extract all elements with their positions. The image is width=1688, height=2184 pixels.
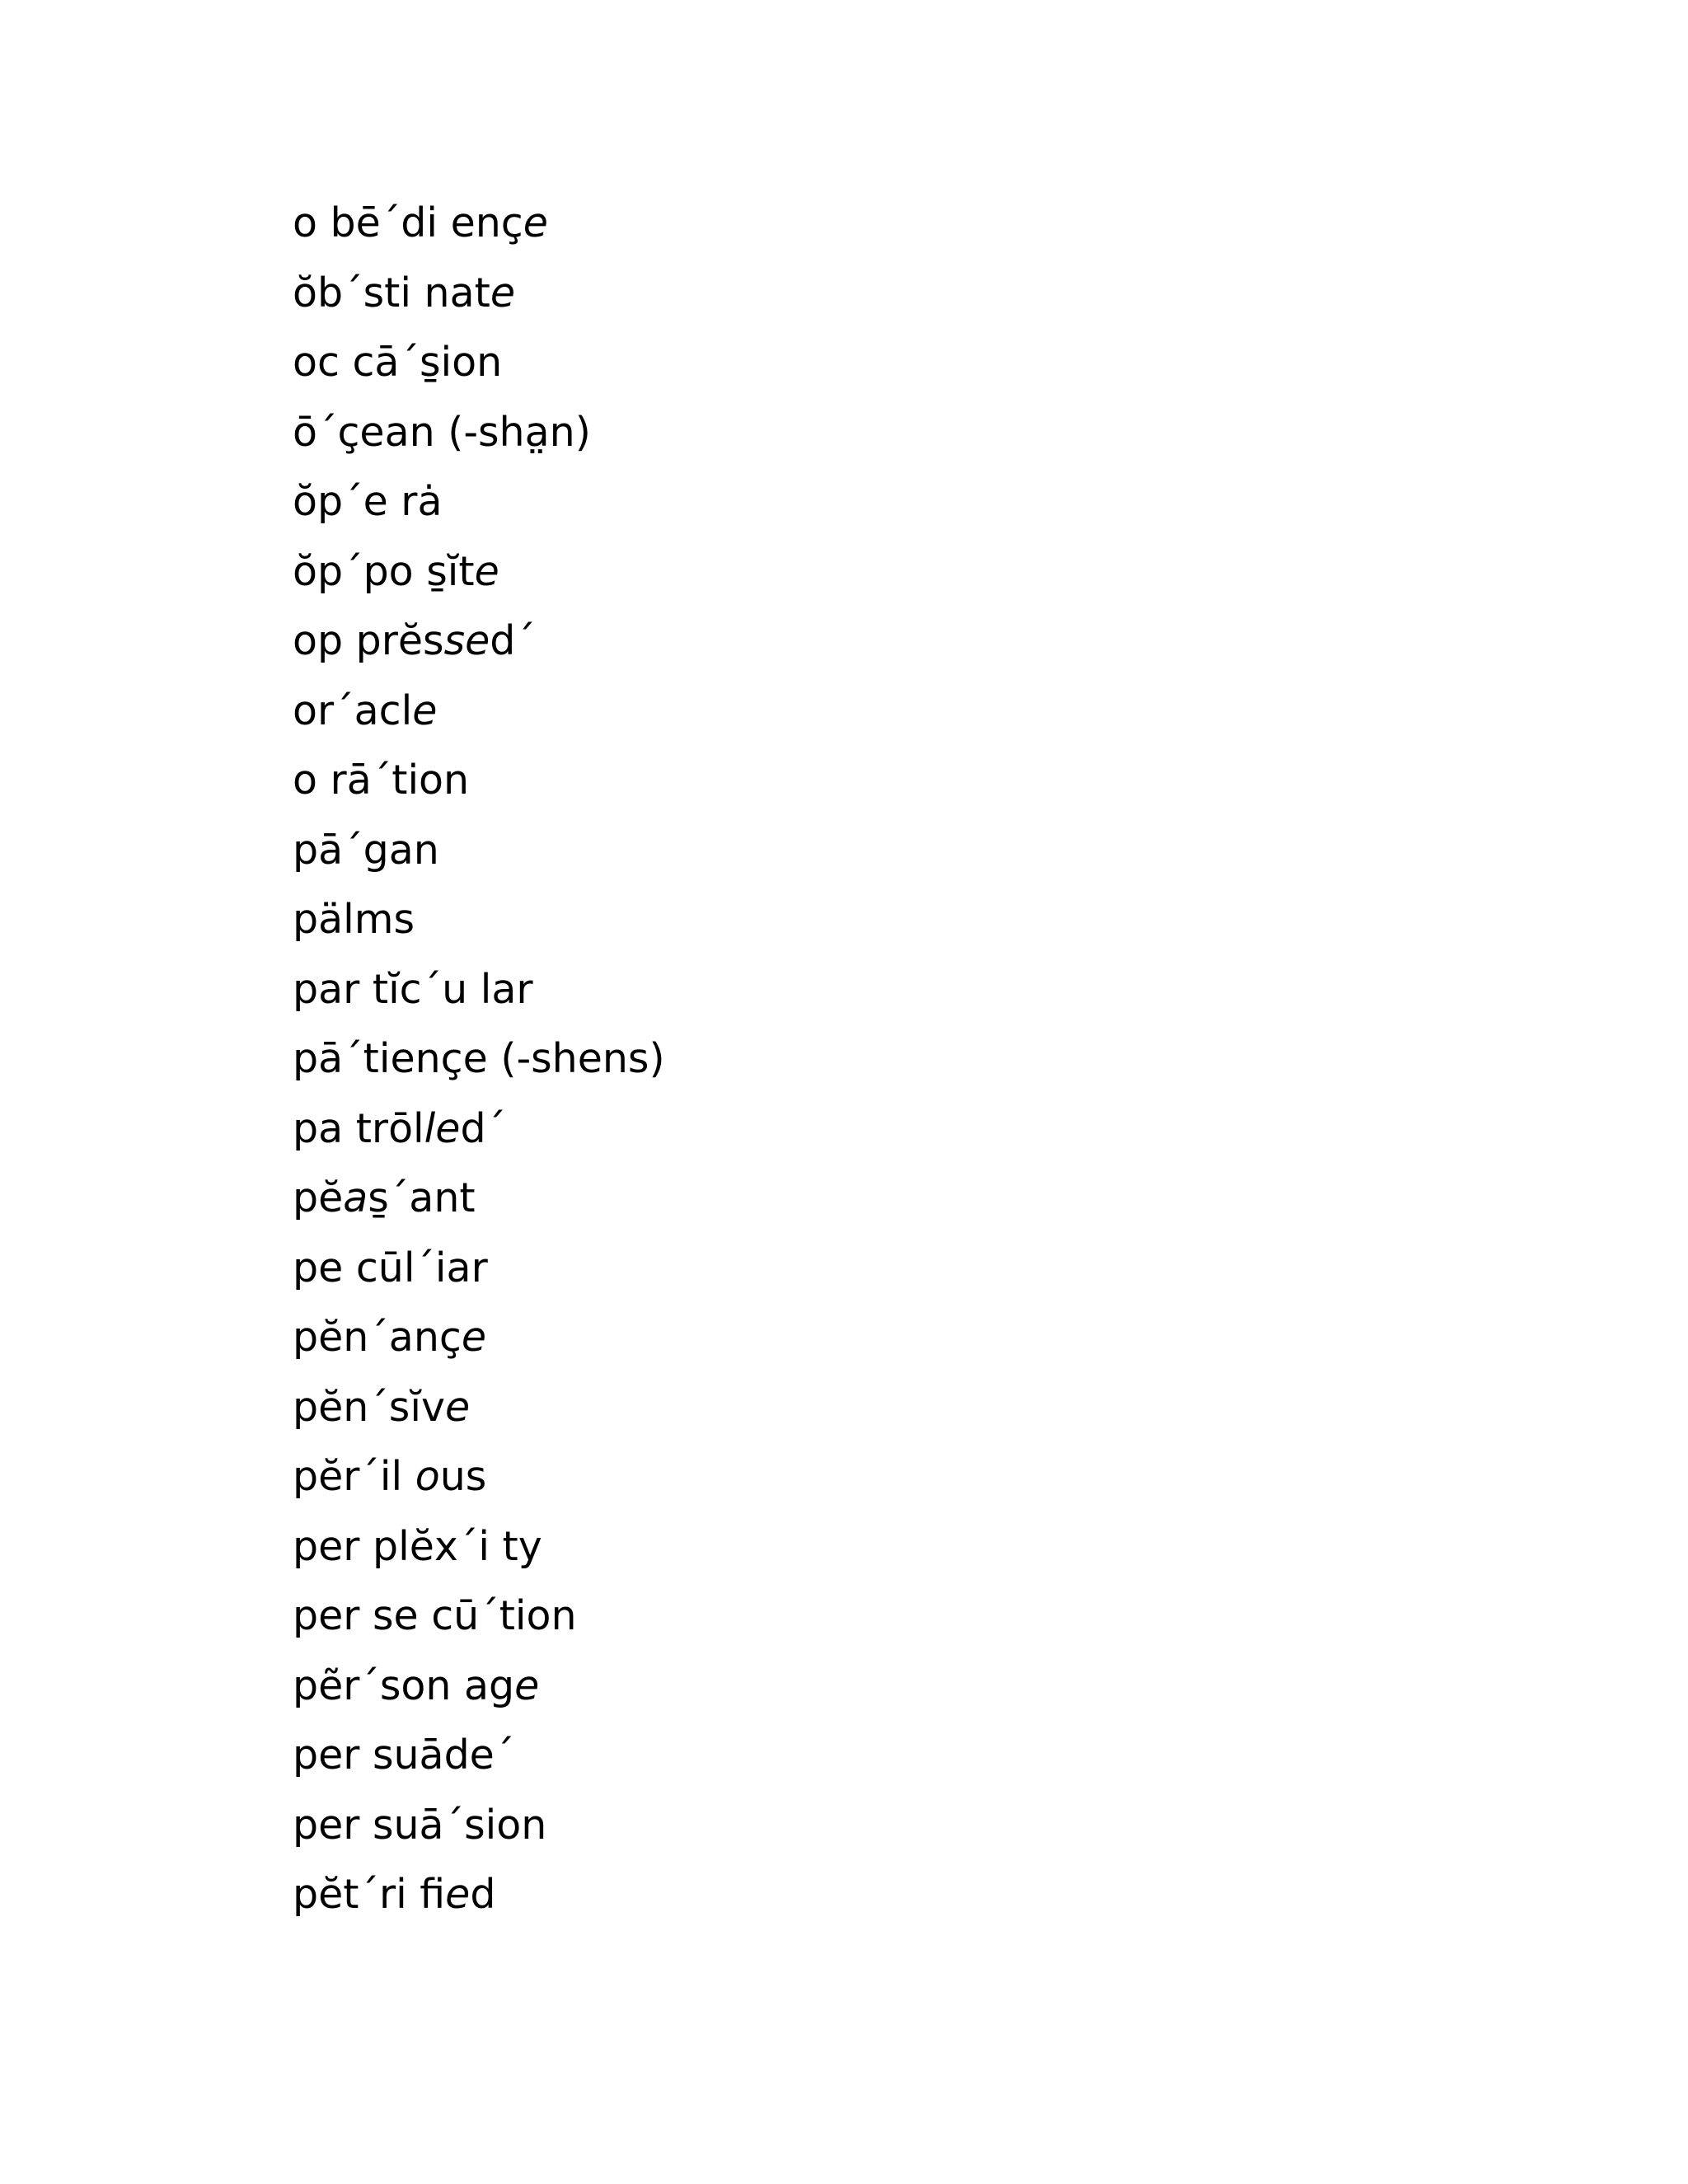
word-patrolled: [293, 1100, 665, 1170]
italic-segment: e: [474, 547, 499, 595]
italic-segment: se: [443, 617, 490, 664]
text-segment: pĕ: [293, 1174, 344, 1221]
word-oration: [293, 752, 665, 822]
text-segment: pälms: [293, 896, 415, 943]
italic-segment: e: [514, 1661, 540, 1709]
word-oracle: [293, 682, 665, 752]
text-segment: ŏb´sti nat: [293, 269, 490, 316]
text-segment: d´: [490, 617, 536, 664]
italic-segment: o: [415, 1453, 440, 1500]
word-palms: [293, 891, 665, 961]
text-segment: or´acl: [293, 687, 413, 734]
italic-segment: e: [412, 687, 438, 734]
word-particular: [293, 961, 665, 1031]
pronunciation-word-list: [293, 194, 665, 1936]
text-segment: per suāde´: [293, 1732, 515, 1779]
word-opposite: [293, 543, 665, 613]
word-opera: [293, 473, 665, 543]
text-segment: pẽr´son ag: [293, 1661, 515, 1709]
text-segment: per se cū´tion: [293, 1592, 577, 1639]
text-segment: ŏp´po s̱ĭt: [293, 547, 475, 595]
text-segment: pe cūl´iar: [293, 1244, 488, 1291]
word-persecution: [293, 1587, 665, 1657]
text-segment: pĕt´ri fi: [293, 1871, 446, 1918]
word-pagan: [293, 822, 665, 892]
word-oppressed: [293, 612, 665, 682]
word-persuasion: [293, 1797, 665, 1867]
text-segment: pĕn´sĭv: [293, 1383, 445, 1431]
word-occasion: [293, 334, 665, 404]
text-segment: per plĕx´i ty: [293, 1522, 542, 1570]
italic-segment: e: [445, 1871, 471, 1918]
word-peculiar: [293, 1240, 665, 1310]
word-persuade: [293, 1727, 665, 1797]
text-segment: d: [470, 1871, 496, 1918]
text-segment: us: [439, 1453, 487, 1500]
word-obedience: [293, 194, 665, 265]
text-segment: o bē´di enç: [293, 199, 523, 246]
italic-segment: e: [444, 1383, 471, 1431]
word-patience: [293, 1030, 665, 1100]
text-segment: oc cā´s̱ion: [293, 339, 503, 386]
text-segment: ŏp´e rȧ: [293, 478, 443, 525]
word-pensive: [293, 1379, 665, 1449]
text-segment: par tĭc´u lar: [293, 965, 533, 1013]
text-segment: pā´gan: [293, 826, 439, 874]
text-segment: s̱´ant: [368, 1174, 476, 1221]
text-segment: o rā´tion: [293, 757, 470, 804]
word-ocean: [293, 404, 665, 474]
text-segment: pā´tienç: [293, 1035, 463, 1082]
word-penance: [293, 1309, 665, 1379]
text-segment: (-shens): [487, 1035, 665, 1082]
text-segment: ō´çean (-sha̤n): [293, 408, 591, 456]
word-peasant: [293, 1169, 665, 1240]
text-segment: e: [462, 1035, 488, 1082]
italic-segment: e: [490, 269, 515, 316]
text-segment: op prĕs: [293, 617, 444, 664]
italic-segment: e: [523, 199, 548, 246]
word-perilous: [293, 1448, 665, 1518]
text-segment: pĕn´anç: [293, 1314, 462, 1361]
text-segment: per suā´sion: [293, 1801, 547, 1849]
text-segment: pĕr´il: [293, 1453, 415, 1500]
word-obstinate: [293, 265, 665, 335]
italic-segment: e: [461, 1314, 486, 1361]
word-perplexity: [293, 1518, 665, 1588]
italic-segment: a: [343, 1174, 368, 1221]
italic-segment: le: [424, 1104, 461, 1152]
word-petrified: [293, 1866, 665, 1936]
text-segment: d´: [460, 1104, 507, 1152]
text-segment: pa trōl: [293, 1104, 424, 1152]
word-personage: [293, 1657, 665, 1727]
